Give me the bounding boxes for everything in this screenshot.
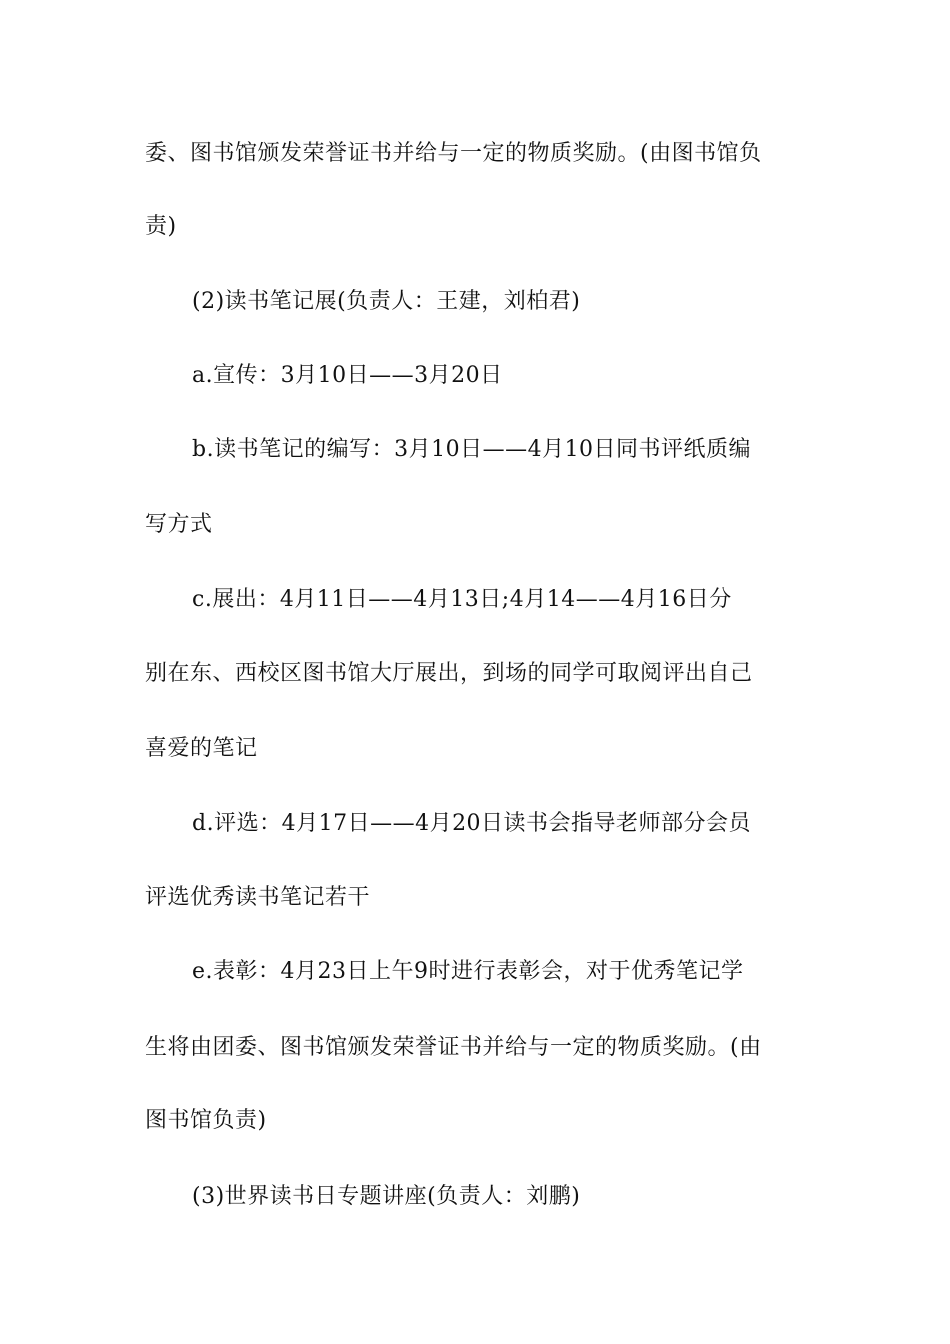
paragraph-line: 生将由团委、图书馆颁发荣誉证书并给与一定的物质奖励。(由 [145, 1035, 762, 1060]
list-item: e.表彰：4月23日上午9时进行表彰会，对于优秀笔记学 [192, 959, 744, 984]
paragraph-line: 评选优秀读书笔记若干 [145, 885, 371, 910]
list-item: b.读书笔记的编写：3月10日——4月10日同书评纸质编 [192, 437, 752, 462]
section-heading: (2)读书笔记展(负责人：王建，刘柏君) [192, 289, 581, 314]
list-item: a.宣传：3月10日——3月20日 [192, 363, 503, 388]
paragraph-line: 写方式 [145, 512, 213, 537]
paragraph-line: 别在东、西校区图书馆大厅展出，到场的同学可取阅评出自己 [145, 661, 753, 686]
list-item: c.展出：4月11日——4月13日;4月14——4月16日分 [192, 587, 732, 612]
list-item: d.评选：4月17日——4月20日读书会指导老师部分会员 [192, 811, 752, 836]
paragraph-line: 图书馆负责) [145, 1108, 267, 1133]
section-heading: (3)世界读书日专题讲座(负责人：刘鹏) [192, 1184, 581, 1209]
paragraph-line: 喜爱的笔记 [145, 736, 258, 761]
paragraph-line: 责) [145, 214, 177, 239]
paragraph-line: 委、图书馆颁发荣誉证书并给与一定的物质奖励。(由图书馆负 [145, 141, 762, 166]
